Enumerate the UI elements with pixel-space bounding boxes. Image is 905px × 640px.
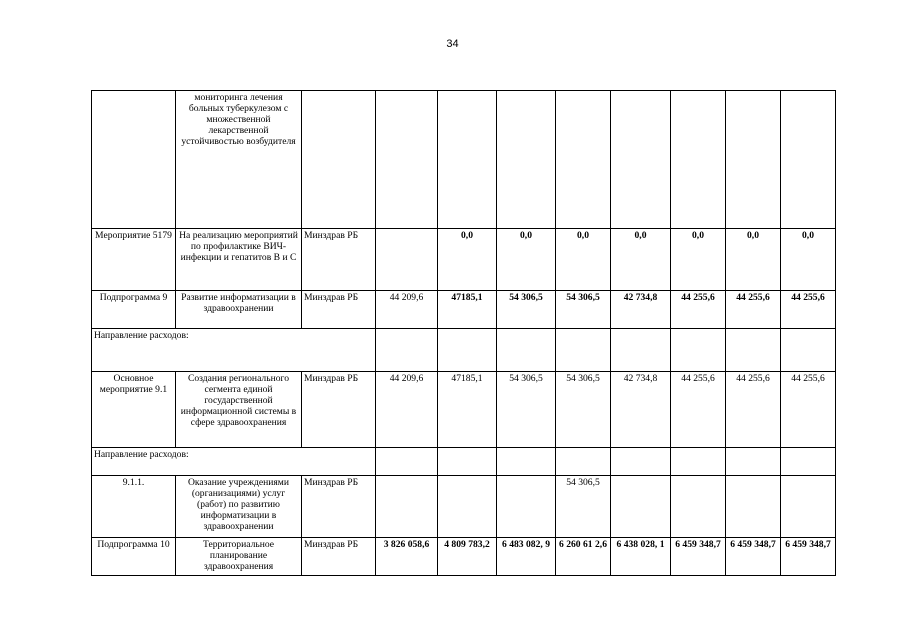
value-cell: 44 255,6 [671, 372, 726, 448]
value-cell: 0,0 [611, 229, 671, 291]
value-cell: 42 734,8 [611, 291, 671, 329]
value-cell [438, 476, 497, 538]
table-row [92, 291, 836, 329]
row-name: Оказание учреждениями (организациями) услуг (работ) по развитию информатизации в здравоохранении [176, 476, 302, 538]
value-cell: 47185,1 [438, 372, 497, 448]
value-cell [726, 476, 781, 538]
row-name: мониторинга лечения больных туберкулезом с множественной лекарственной устойчивостью возбудителя [176, 91, 302, 229]
value-cell: 6 260 61 2,6 [556, 538, 611, 576]
value-cell [497, 91, 556, 229]
value-cell: 6 459 348,7 [671, 538, 726, 576]
table-row [92, 372, 836, 448]
value-cell [671, 476, 726, 538]
row-executor [302, 91, 376, 229]
value-cell: 42 734,8 [611, 372, 671, 448]
value-cell [376, 91, 438, 229]
row-name: Территориальное планирование здравоохранения [176, 538, 302, 576]
row-code: Подпрограмма 9 [92, 291, 176, 329]
row-name: Создания регионального сегмента единой государственной информационной системы в сфере здравоохранения [176, 372, 302, 448]
value-cell [781, 476, 836, 538]
table-row [92, 476, 836, 538]
value-cell [611, 476, 671, 538]
value-cell: 3 826 058,6 [376, 538, 438, 576]
direction-row [92, 329, 836, 372]
page-number: 34 [446, 38, 459, 50]
value-cell [376, 476, 438, 538]
row-code: Мероприятие 5179 [92, 229, 176, 291]
row-name: Развитие информатизации в здравоохранении [176, 291, 302, 329]
value-cell: 0,0 [438, 229, 497, 291]
row-code: Подпрограмма 10 [92, 538, 176, 576]
value-cell: 54 306,5 [556, 372, 611, 448]
value-cell [556, 329, 611, 372]
table-row [92, 91, 836, 229]
value-cell: 44 209,6 [376, 291, 438, 329]
value-cell [376, 229, 438, 291]
value-cell: 4 809 783,2 [438, 538, 497, 576]
row-code [92, 91, 176, 229]
direction-label: Направление расходов: [92, 448, 376, 476]
value-cell: 6 459 348,7 [781, 538, 836, 576]
value-cell: 6 483 082, 9 [497, 538, 556, 576]
value-cell [556, 91, 611, 229]
direction-label: Направление расходов: [92, 329, 376, 372]
value-cell: 44 255,6 [726, 291, 781, 329]
value-cell: 44 255,6 [726, 372, 781, 448]
value-cell [726, 91, 781, 229]
value-cell: 54 306,5 [556, 476, 611, 538]
row-executor: Минздрав РБ [302, 229, 376, 291]
value-cell [556, 448, 611, 476]
value-cell [726, 448, 781, 476]
value-cell [611, 329, 671, 372]
value-cell [497, 329, 556, 372]
value-cell [611, 448, 671, 476]
value-cell: 0,0 [781, 229, 836, 291]
value-cell [781, 91, 836, 229]
value-cell [781, 448, 836, 476]
value-cell [611, 91, 671, 229]
row-code: 9.1.1. [92, 476, 176, 538]
value-cell [438, 448, 497, 476]
value-cell: 54 306,5 [556, 291, 611, 329]
value-cell: 44 209,6 [376, 372, 438, 448]
value-cell: 0,0 [556, 229, 611, 291]
value-cell: 0,0 [671, 229, 726, 291]
value-cell: 44 255,6 [671, 291, 726, 329]
value-cell [497, 448, 556, 476]
value-cell [497, 476, 556, 538]
value-cell: 47185,1 [438, 291, 497, 329]
row-name: На реализацию мероприятий по профилактике ВИЧ-инфекции и гепатитов В и С [176, 229, 302, 291]
row-code: Основное мероприятие 9.1 [92, 372, 176, 448]
value-cell: 54 306,5 [497, 372, 556, 448]
value-cell: 54 306,5 [497, 291, 556, 329]
direction-row [92, 448, 836, 476]
value-cell: 44 255,6 [781, 372, 836, 448]
value-cell [671, 91, 726, 229]
row-executor: Минздрав РБ [302, 538, 376, 576]
row-executor: Минздрав РБ [302, 476, 376, 538]
value-cell [438, 329, 497, 372]
value-cell: 44 255,6 [781, 291, 836, 329]
row-executor: Минздрав РБ [302, 372, 376, 448]
table-row [92, 229, 836, 291]
value-cell [671, 329, 726, 372]
row-executor: Минздрав РБ [302, 291, 376, 329]
value-cell [671, 448, 726, 476]
table-row [92, 538, 836, 576]
value-cell [376, 448, 438, 476]
value-cell: 6 438 028, 1 [611, 538, 671, 576]
value-cell: 0,0 [726, 229, 781, 291]
value-cell [781, 329, 836, 372]
budget-table [91, 90, 836, 576]
value-cell: 6 459 348,7 [726, 538, 781, 576]
value-cell [726, 329, 781, 372]
value-cell [376, 329, 438, 372]
value-cell [438, 91, 497, 229]
value-cell: 0,0 [497, 229, 556, 291]
